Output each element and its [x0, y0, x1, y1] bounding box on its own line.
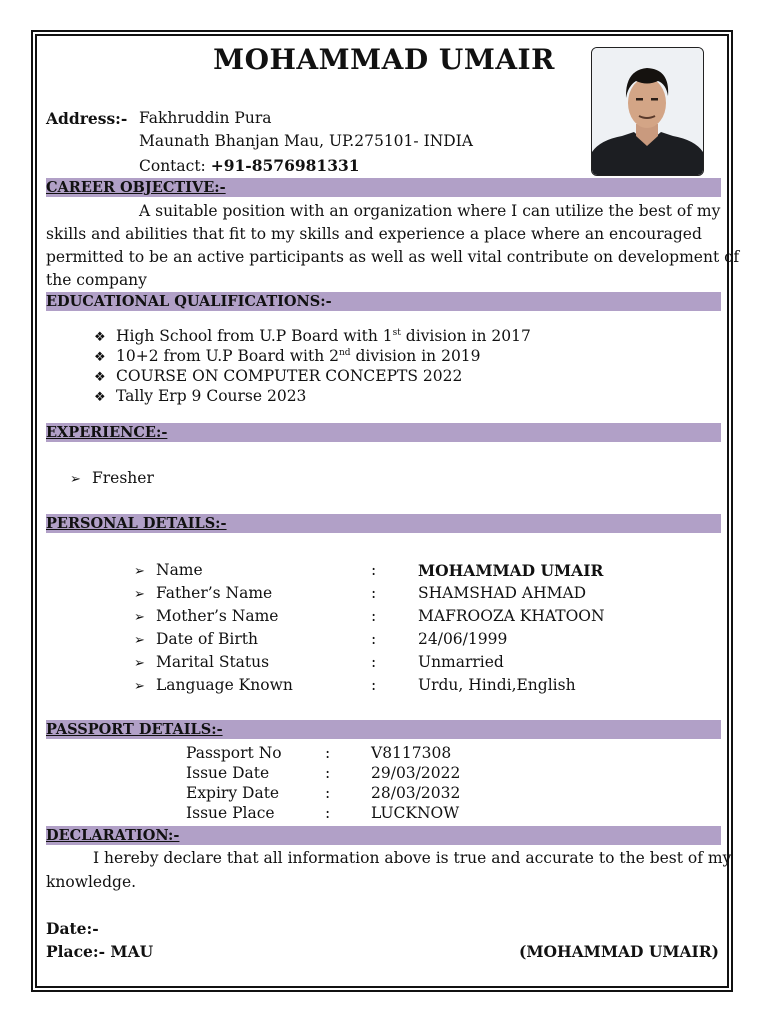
passport-value: 29/03/2022 — [371, 764, 461, 782]
declaration-band — [46, 826, 721, 845]
passport-value: 28/03/2032 — [371, 784, 461, 802]
passport-label: Passport No — [186, 744, 282, 762]
career-text-line-3: permitted to be an active participants as well as well vital contribute on development of — [46, 248, 740, 266]
personal-row: ➢ Mother’s Name — [134, 605, 278, 629]
arrow-bullet-icon: ➢ — [134, 633, 145, 648]
address-line-2: Maunath Bhanjan Mau, UP.275101- INDIA — [139, 132, 473, 150]
arrow-bullet-icon: ➢ — [134, 564, 145, 579]
personal-value: MOHAMMAD UMAIR — [418, 561, 604, 580]
contact-label: Contact: — [139, 157, 206, 175]
declaration-line-2: knowledge. — [46, 873, 137, 891]
passport-separator: : — [325, 784, 331, 802]
diamond-bullet-icon: ❖ — [94, 330, 106, 345]
career-text-line-1: A suitable position with an organization where I can utilize the best of my — [139, 202, 721, 220]
contact-line — [139, 154, 360, 178]
signature-name: (MOHAMMAD UMAIR) — [519, 942, 720, 961]
education-item: ❖ COURSE ON COMPUTER CONCEPTS 2022 — [94, 366, 462, 388]
person-photo-icon — [592, 48, 703, 175]
education-item: ❖ 10+2 from U.P Board with 2nd division in 2019 — [94, 346, 481, 368]
address-label: Address:- — [46, 109, 128, 128]
education-band — [46, 292, 721, 311]
personal-separator: : — [371, 607, 377, 625]
career-text-line-2: skills and abilities that fit to my skills and experience a place where an encouraged — [46, 225, 702, 243]
arrow-bullet-icon: ➢ — [70, 472, 81, 487]
personal-value: Urdu, Hindi,English — [418, 676, 576, 694]
education-item: ❖ High School from U.P Board with 1st division in 2017 — [94, 326, 531, 348]
personal-row: ➢ Marital Status — [134, 651, 269, 675]
personal-value: Unmarried — [418, 653, 504, 671]
career-objective-heading: CAREER OBJECTIVE:- — [46, 179, 226, 196]
diamond-bullet-icon: ❖ — [94, 350, 106, 365]
personal-value: 24/06/1999 — [418, 630, 508, 648]
profile-photo — [591, 47, 704, 176]
career-objective-band — [46, 178, 721, 197]
personal-row: ➢ Language Known — [134, 674, 293, 698]
address-line-1: Fakhruddin Pura — [139, 109, 272, 127]
personal-row: ➢ Name — [134, 559, 203, 583]
arrow-bullet-icon: ➢ — [134, 610, 145, 625]
arrow-bullet-icon: ➢ — [134, 679, 145, 694]
passport-details-band — [46, 720, 721, 739]
education-item: ❖ Tally Erp 9 Course 2023 — [94, 386, 306, 408]
passport-separator: : — [325, 764, 331, 782]
arrow-bullet-icon: ➢ — [134, 656, 145, 671]
date-label: Date:- — [46, 919, 99, 938]
passport-label: Issue Place — [186, 804, 275, 822]
passport-label: Expiry Date — [186, 784, 280, 802]
experience-item: ➢ Fresher — [70, 468, 154, 490]
personal-details-heading: PERSONAL DETAILS:- — [46, 515, 227, 532]
personal-value: MAFROOZA KHATOON — [418, 607, 605, 625]
declaration-line-1: I hereby declare that all information above is true and accurate to the best of my — [93, 849, 732, 867]
diamond-bullet-icon: ❖ — [94, 390, 106, 405]
diamond-bullet-icon: ❖ — [94, 370, 106, 385]
personal-separator: : — [371, 653, 377, 671]
experience-heading: EXPERIENCE:- — [46, 424, 168, 441]
personal-separator: : — [371, 630, 377, 648]
declaration-heading: DECLARATION:- — [46, 827, 180, 844]
career-text-line-4: the company — [46, 271, 147, 289]
resume-name-title: MOHAMMAD UMAIR — [213, 43, 555, 76]
passport-value: LUCKNOW — [371, 804, 460, 822]
personal-separator: : — [371, 584, 377, 602]
personal-separator: : — [371, 561, 377, 579]
contact-phone: +91-8576981331 — [210, 156, 360, 175]
personal-row: ➢ Father’s Name — [134, 582, 272, 606]
personal-separator: : — [371, 676, 377, 694]
experience-band — [46, 423, 721, 442]
passport-details-heading: PASSPORT DETAILS:- — [46, 721, 223, 738]
personal-row: ➢ Date of Birth — [134, 628, 258, 652]
passport-separator: : — [325, 744, 331, 762]
place-label: Place:- MAU — [46, 942, 154, 961]
passport-separator: : — [325, 804, 331, 822]
personal-value: SHAMSHAD AHMAD — [418, 584, 587, 602]
passport-label: Issue Date — [186, 764, 270, 782]
passport-value: V8117308 — [371, 744, 452, 762]
personal-details-band — [46, 514, 721, 533]
education-heading: EDUCATIONAL QUALIFICATIONS:- — [46, 293, 332, 310]
arrow-bullet-icon: ➢ — [134, 587, 145, 602]
